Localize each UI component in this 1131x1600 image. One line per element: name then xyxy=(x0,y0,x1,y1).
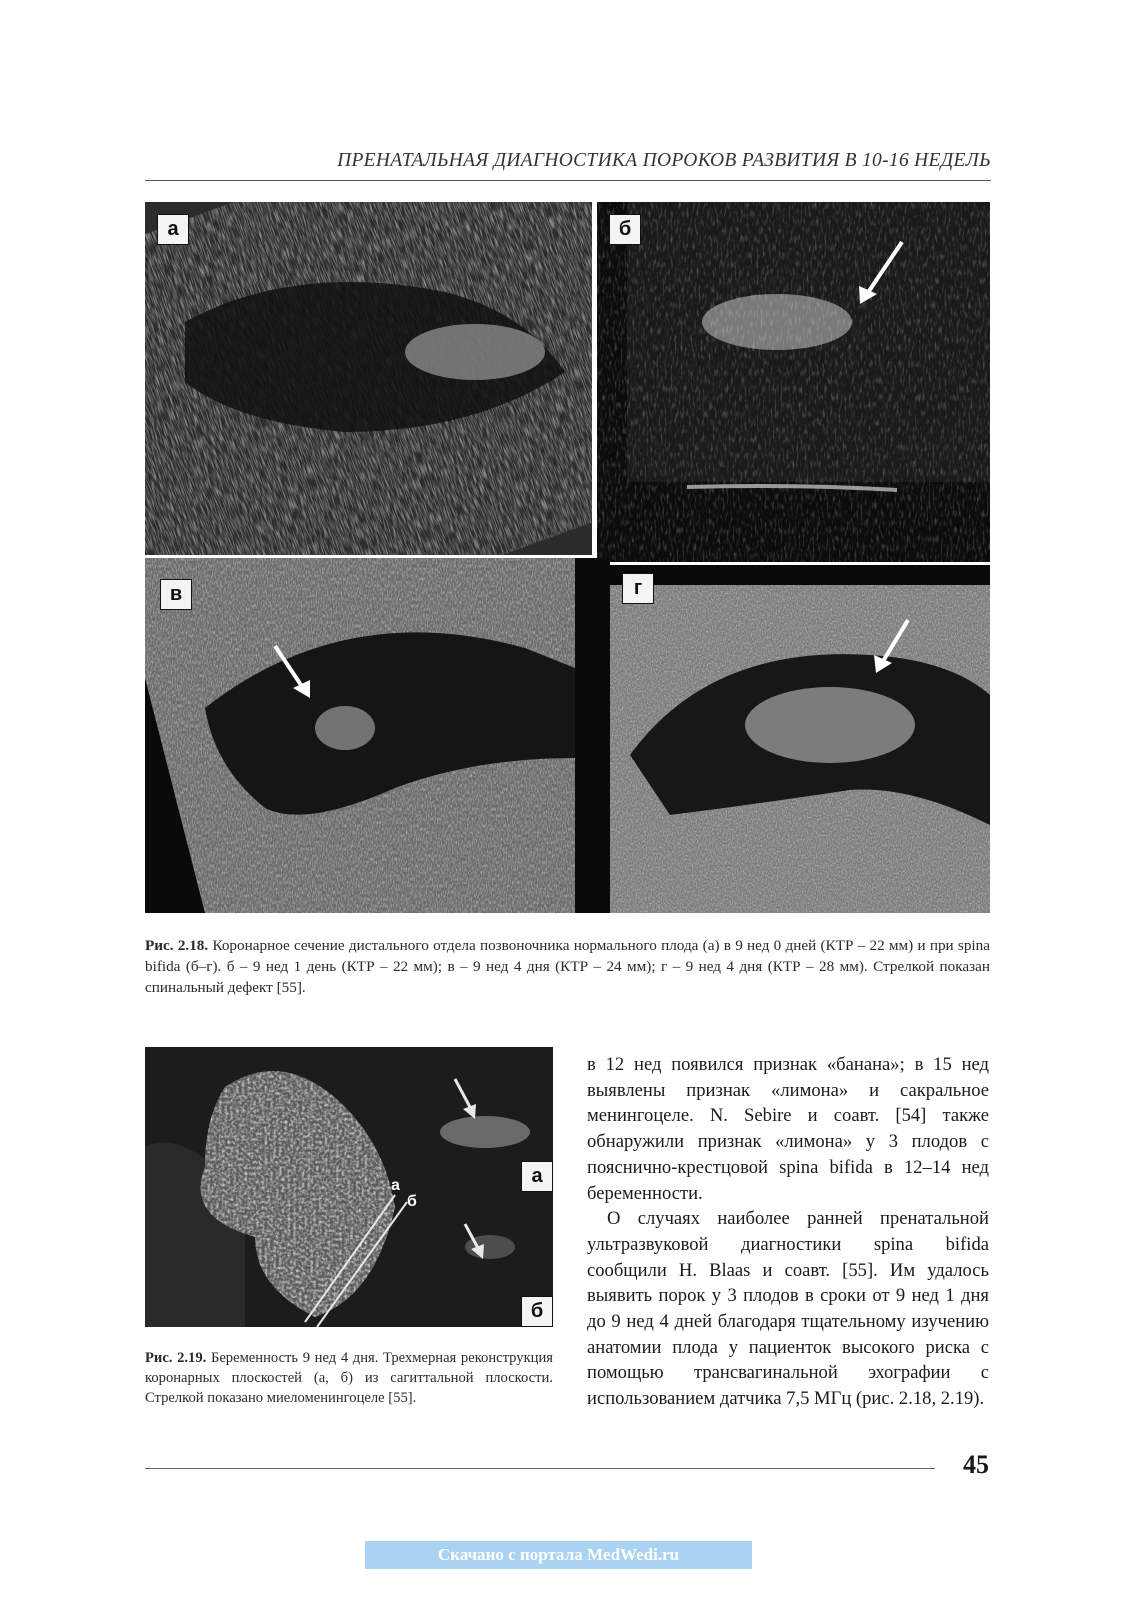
plane-line-label-b: б xyxy=(407,1193,417,1210)
ultrasound-panel-a xyxy=(145,202,592,555)
page-number: 45 xyxy=(963,1450,989,1479)
panel-label-b: б xyxy=(609,214,641,245)
header-rule xyxy=(145,180,991,181)
ultrasound-panel-g xyxy=(610,565,990,913)
caption-text: Коронарное сечение дистального отдела позвоночника нормального плода (а) в 9 нед 0 дней (КТР – 22 мм) и при spina bifida (б–г). б – 9 нед 1 день (КТР – 22 мм); в – 9 нед 4 дня (КТР – 24 мм); г – 9 нед 4 дня (КТР – 28 мм). Стрелкой показан спинальный дефект [55]. xyxy=(145,937,990,996)
footer-rule xyxy=(145,1468,935,1469)
ultrasound-image-a xyxy=(145,202,592,555)
watermark-banner: Скачано с портала MedWedi.ru xyxy=(365,1541,752,1569)
ultrasound-image-g xyxy=(610,565,990,913)
paragraph-2: О случаях наиболее ранней пренатальной ультразвуковой диагностики spina bifida сообщили H. Blaas и соавт. [55]. Им удалось выявить порок у 3 плодов в сроки от 9 нед 1 дня до 9 нед 4 дней благодаря тщательному изучению анатомии плода у пациенток высокого риска с помощью трансвагинальной эхографии с использованием датчика 7,5 МГц (рис. 2.18, 2.19). xyxy=(587,1208,989,1410)
paragraph-1: в 12 нед появился признак «банана»; в 15 нед выявлены признак «лимона» и сакральное менингоцеле. N. Sebire и соавт. [54] также обнаружили признак «лимона» у 3 плодов с пояснично-крестцовой spina bifida в 12–14 нед беременности. xyxy=(587,1054,989,1204)
ultrasound-image-v xyxy=(145,558,575,913)
ultrasound-panel-v xyxy=(145,558,575,913)
body-text xyxy=(587,1052,989,1412)
figure-2-19-caption xyxy=(145,1348,553,1408)
panel-label-a: а xyxy=(521,1161,553,1192)
ultrasound-3d-image xyxy=(145,1047,553,1327)
caption-lead: Рис. 2.18. xyxy=(145,937,209,954)
caption-text: Беременность 9 нед 4 дня. Трехмерная реконструкция коронарных плоскостей (а, б) из сагиттальной плоскости. Стрелкой показано миеломенингоцеле [55]. xyxy=(145,1350,554,1406)
ultrasound-panel-b xyxy=(597,202,990,562)
ultrasound-image-b xyxy=(597,202,990,562)
panel-label-b: б xyxy=(521,1296,553,1327)
running-head: ПРЕНАТАЛЬНАЯ ДИАГНОСТИКА ПОРОКОВ РАЗВИТИЯ В 10-16 НЕДЕЛЬ xyxy=(337,150,991,171)
figure-2-18-caption xyxy=(145,935,990,998)
panel-label-a: а xyxy=(157,214,189,245)
panel-label-v: в xyxy=(160,579,192,610)
panel-label-g: г xyxy=(622,573,654,604)
plane-line-label-a: а xyxy=(391,1177,400,1194)
ultrasound-3d-panel xyxy=(145,1047,553,1327)
caption-lead: Рис. 2.19. xyxy=(145,1350,207,1366)
panel-divider xyxy=(575,558,610,913)
